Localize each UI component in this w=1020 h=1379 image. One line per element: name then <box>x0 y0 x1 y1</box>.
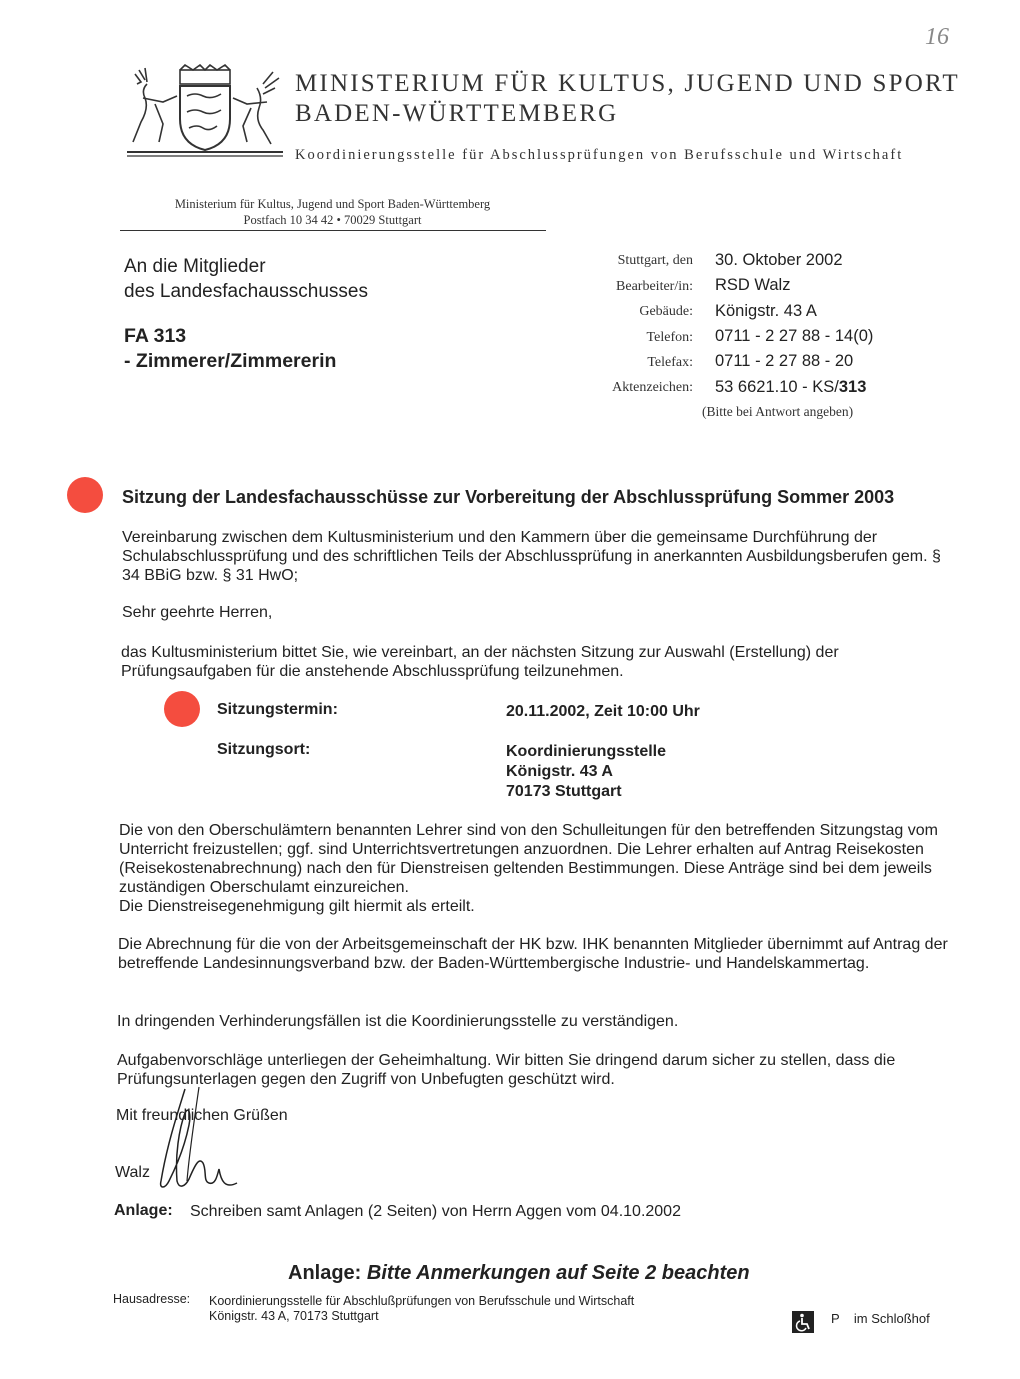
committee-block <box>124 324 336 374</box>
return-address-rule <box>120 230 546 231</box>
reference-label: Aktenzeichen: <box>612 380 693 395</box>
return-address-line2: Postfach 10 34 42 • 70029 Stuttgart <box>243 213 422 227</box>
return-address <box>120 196 545 228</box>
ministry-title-line2: BADEN-WÜRTTEMBERG <box>295 100 619 127</box>
phone-label: Telefon: <box>646 330 693 345</box>
letter-date: 30. Oktober 2002 <box>715 251 843 269</box>
paragraph-teachers <box>119 821 954 916</box>
reference-prefix: 53 6621.10 - KS/ <box>715 378 839 396</box>
paragraph-emergency: In dringenden Verhinderungsfällen ist die Koordinierungsstelle zu verständigen. <box>117 1013 679 1030</box>
fax-value: 0711 - 2 27 88 - 20 <box>715 352 854 370</box>
paragraph-billing: Die Abrechnung für die von der Arbeitsgemeinschaft der HK bzw. IHK benannten Mitglieder übernimmt auf Antrag der betreffende Landesinnungsverband bzw. der Baden-Württembergische Industrie- und Handelskammertag. <box>118 936 948 972</box>
house-address-line2: Königstr. 43 A, 70173 Stuttgart <box>209 1309 379 1323</box>
handwritten-signature <box>155 1085 245 1195</box>
paragraph-teachers-approval: Die Dienstreisegenehmigung gilt hiermit als erteilt. <box>119 898 475 915</box>
attachment-note-label: Anlage: <box>288 1262 362 1284</box>
meeting-date-label: Sitzungstermin: <box>217 701 338 718</box>
fax-label: Telefax: <box>647 355 693 370</box>
recipient-block <box>124 254 368 304</box>
house-address-label: Hausadresse: <box>113 1292 191 1306</box>
building-label: Gebäude: <box>639 304 693 319</box>
parking-info: P im Schloßhof <box>831 1311 930 1326</box>
meeting-place-line2: Königstr. 43 A <box>506 763 613 780</box>
meeting-place-label: Sitzungsort: <box>217 741 311 758</box>
red-marker-dot <box>164 691 200 727</box>
phone-value: 0711 - 2 27 88 - 14(0) <box>715 327 874 345</box>
meeting-place-value <box>506 742 666 802</box>
handwritten-page-mark: 16 <box>925 24 949 50</box>
attachment-note <box>288 1262 750 1285</box>
meeting-place-line3: 70173 Stuttgart <box>506 783 622 800</box>
committee-number: FA 313 <box>124 325 187 347</box>
ministry-subtitle: Koordinierungsstelle für Abschlussprüfungen von Berufsschule und Wirtschaft <box>295 147 904 163</box>
coat-of-arms-icon <box>125 64 285 159</box>
reference-number: 313 <box>838 378 867 396</box>
recipient-line1: An die Mitglieder <box>124 256 266 277</box>
paragraph-confidentiality: Aufgabenvorschläge unterliegen der Geheimhaltung. Wir bitten Sie dringend darum sicher zu stellen, dass die Prüfungsunterlagen gegen den Zugriff von Unbefugten geschützt wird. <box>117 1052 896 1088</box>
signer-name: Walz <box>115 1164 150 1181</box>
recipient-line2: des Landesfachausschusses <box>124 281 368 302</box>
salutation: Sehr geehrte Herren, <box>122 604 273 621</box>
meeting-place-line1: Koordinierungsstelle <box>506 743 667 760</box>
committee-name: - Zimmerer/Zimmererin <box>124 350 337 372</box>
wheelchair-icon <box>792 1311 814 1333</box>
building-value: Königstr. 43 A <box>715 302 817 320</box>
ministry-title-line1: MINISTERIUM FÜR KULTUS, JUGEND UND SPORT <box>295 70 960 97</box>
letter-subject: Sitzung der Landesfachausschüsse zur Vorbereitung der Abschlussprüfung Sommer 2003 <box>122 487 895 507</box>
red-marker-dot <box>67 477 103 513</box>
city-label: Stuttgart, den <box>617 253 693 268</box>
paragraph-teachers-text: Die von den Oberschulämtern benannten Lehrer sind von den Schulleitungen für den betreffenden Sitzungstag vom Unterricht freizustellen; ggf. sind Unterrichtsvertretungen anzuordnen. Die Lehrer erhalten auf Antrag Reisekosten (Reisekostenabrechnung) nach den für Dienstreisen geltenden Bestimmungen. Diese Anträge sind bei dem jeweils zuständigen Oberschulamt einzureichen. <box>119 822 938 896</box>
reference-value <box>715 378 866 397</box>
clerk-label: Bearbeiter/in: <box>616 279 693 294</box>
closing-greeting: Mit freundlichen Grüßen <box>116 1107 288 1124</box>
attachment-label: Anlage: <box>114 1202 173 1219</box>
attachment-note-text: Bitte Anmerkungen auf Seite 2 beachten <box>366 1262 750 1284</box>
intro-paragraph: Vereinbarung zwischen dem Kultusministerium und den Kammern über die gemeinsame Durchführung der Schulabschlussprüfung und des schriftlichen Teils der Abschlussprüfung in anerkannten Ausbildungsberufen gem. § 34 BBiG bzw. § 31 HwO; <box>122 529 941 584</box>
attachment-text: Schreiben samt Anlagen (2 Seiten) von Herrn Aggen vom 04.10.2002 <box>190 1203 681 1220</box>
reference-note: (Bitte bei Antwort angeben) <box>702 404 854 419</box>
house-address-line1: Koordinierungsstelle für Abschlußprüfungen von Berufsschule und Wirtschaft <box>209 1294 635 1308</box>
return-address-line1: Ministerium für Kultus, Jugend und Sport Baden-Württemberg <box>174 197 491 211</box>
paragraph-invitation: das Kultusministerium bittet Sie, wie vereinbart, an der nächsten Sitzung zur Auswahl (Erstellung) der Prüfungsaufgaben für die anstehende Abschlussprüfung teilzunehmen. <box>121 644 839 680</box>
meeting-date-value: 20.11.2002, Zeit 10:00 Uhr <box>506 703 700 720</box>
clerk-value: RSD Walz <box>715 276 791 294</box>
